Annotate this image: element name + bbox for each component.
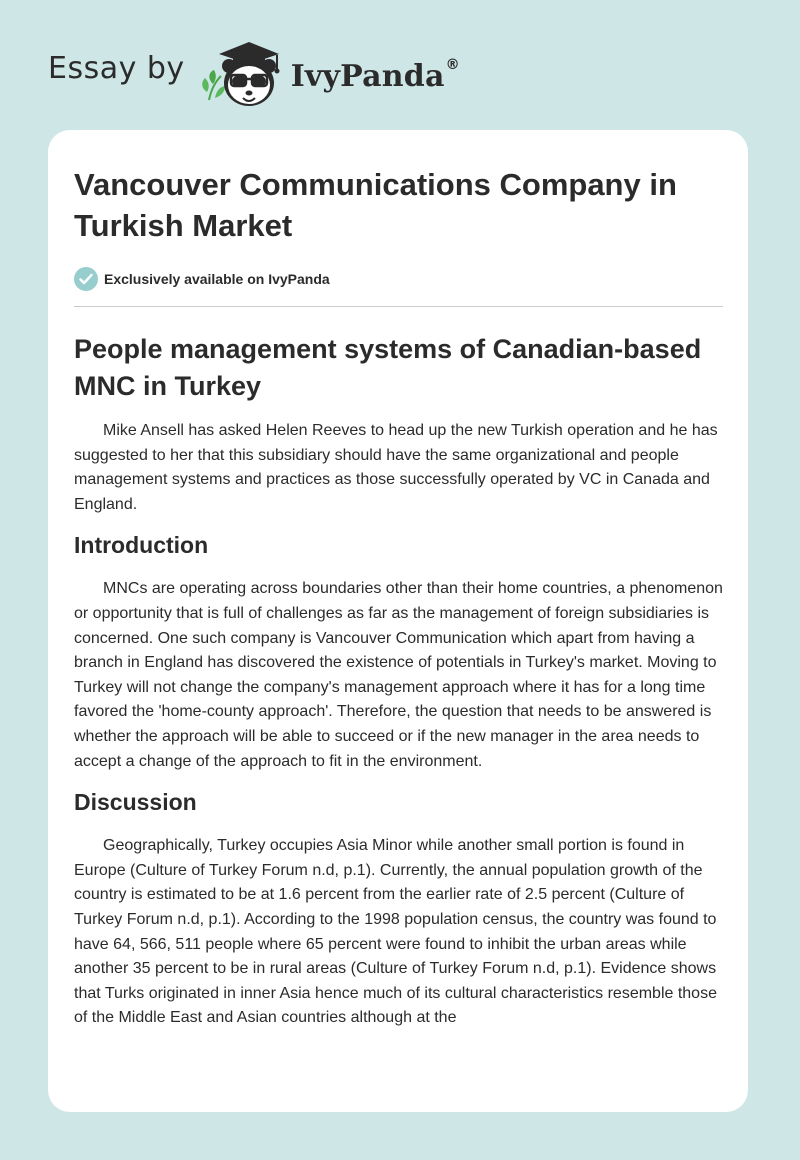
section-heading-main: People management systems of Canadian-based MNC in Turkey [74, 334, 702, 401]
section-heading-discussion: Discussion [74, 789, 197, 816]
site-brand[interactable] [48, 36, 460, 112]
brand-registered-mark: ® [445, 56, 460, 73]
section-heading-introduction: Introduction [74, 532, 209, 559]
essay-card [48, 130, 748, 1112]
check-circle-icon [74, 267, 98, 291]
exclusive-badge [74, 267, 724, 291]
discussion-paragraph: Geographically, Turkey occupies Asia Minor while another small portion is found in Europe (Culture of Turkey Forum n.d, p.1). Currently, the annual population growth of the country is estimated to be at 1.6 percent from the earlier rate of 2.5 percent (Culture of Turkey Forum n.d, p.1). According to the 1998 population census, the country was found to have 64, 566, 511 people where 65 percent were found to inhibit the urban areas while another 35 percent to be in rural areas (Culture of Turkey Forum n.d, p.1). Evidence shows that Turks originated in inner Asia hence much of its cultural characteristics resemble those of the Middle East and Asian countries although at the [74, 837, 717, 1027]
intro-paragraph: Mike Ansell has asked Helen Reeves to head up the new Turkish operation and he has suggested to her that this subsidiary should have the same organizational and people management systems and practices as those successfully operated by VC in Canada and England. [74, 422, 718, 513]
brand-prefix: Essay by [48, 50, 185, 86]
essay-title: Vancouver Communications Company in Turkish Market [74, 167, 677, 243]
exclusive-badge-label: Exclusively available on IvyPanda [104, 271, 330, 287]
panda-graduate-icon [195, 36, 291, 112]
essay-content [74, 164, 724, 1031]
brand-name: IvyPanda® [290, 56, 460, 94]
introduction-paragraph: MNCs are operating across boundaries other than their home countries, a phenomenon or opportunity that is full of challenges as far as the management of foreign subsidiaries is concerned. One such company is Vancouver Communication which apart from having a branch in England has discovered the existence of potentials in Turkey's market. Moving to Turkey will not change the company's management approach where it has for a long time favored the 'home-county approach'. Therefore, the question that needs to be answered is whether the approach will be able to succeed or if the new manager in the area needs to accept a change of the approach to fit in the environment. [74, 580, 723, 770]
divider [74, 306, 723, 307]
